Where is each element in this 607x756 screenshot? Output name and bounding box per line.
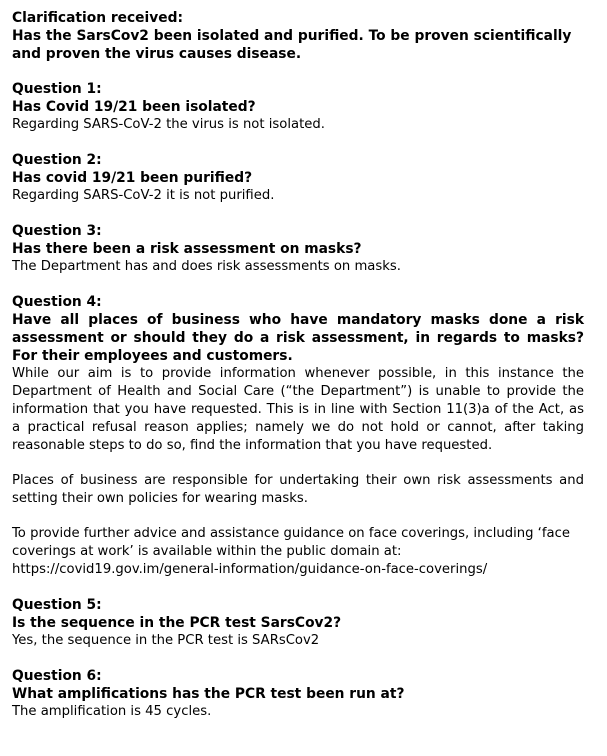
question-2-text: Has covid 19/21 been purified?: [12, 170, 253, 186]
question-4-text: Have all places of business who have mandatory masks done a risk assessment or should they do a risk assessment, in regards to masks? For their employees and customers.: [12, 312, 584, 364]
question-1-block: [12, 80, 584, 134]
question-1-answer: Regarding SARS-CoV-2 the virus is not isolated.: [12, 117, 325, 132]
question-5-answer: Yes, the sequence in the PCR test is SARsCov2: [12, 633, 320, 648]
question-4-block: [12, 293, 584, 579]
paragraph-gap: [12, 455, 584, 472]
question-1-text: Has Covid 19/21 been isolated?: [12, 99, 256, 115]
question-2-answer: Regarding SARS-CoV-2 it is not purified.: [12, 188, 275, 203]
paragraph-gap: [12, 508, 584, 525]
question-4-label: Question 4:: [12, 294, 102, 310]
question-3-block: [12, 222, 584, 276]
question-1-label: Question 1:: [12, 81, 102, 97]
question-5-label: Question 5:: [12, 597, 102, 613]
clarification-block: [12, 9, 584, 63]
question-3-text: Has there been a risk assessment on masks?: [12, 241, 362, 257]
question-5-text: Is the sequence in the PCR test SarsCov2?: [12, 615, 342, 631]
question-6-block: [12, 667, 584, 721]
question-6-text: What amplifications has the PCR test been run at?: [12, 686, 405, 702]
question-2-label: Question 2:: [12, 152, 102, 168]
question-4-answer-paragraph: Places of business are responsible for undertaking their own risk assessments and setting their own policies for wearing masks.: [12, 473, 584, 506]
document: [12, 9, 584, 738]
question-5-block: [12, 596, 584, 650]
question-6-answer: The amplification is 45 cycles.: [12, 704, 212, 719]
clarification-text: Has the SarsCov2 been isolated and purified. To be proven scientifically and proven the virus causes disease.: [12, 28, 572, 62]
question-4-answer-paragraph: To provide further advice and assistance guidance on face coverings, including ‘face coverings at work’ is available within the public domain at:: [12, 526, 570, 559]
question-6-label: Question 6:: [12, 668, 102, 684]
question-2-block: [12, 151, 584, 205]
guidance-url: https://covid19.gov.im/general-information/guidance-on-face-coverings/: [12, 562, 488, 577]
question-3-label: Question 3:: [12, 223, 102, 239]
question-3-answer: The Department has and does risk assessments on masks.: [12, 259, 401, 274]
question-4-answer-paragraph: While our aim is to provide information whenever possible, in this instance the Department of Health and Social Care (“the Department”) is unable to provide the information that you have requested. This is in line with Section 11(3)a of the Act, as a practical refusal reason applies; namely we do not hold or cannot, after taking reasonable steps to do so, find the information that you have requested.: [12, 366, 584, 453]
clarification-heading: Clarification received:: [12, 10, 184, 26]
